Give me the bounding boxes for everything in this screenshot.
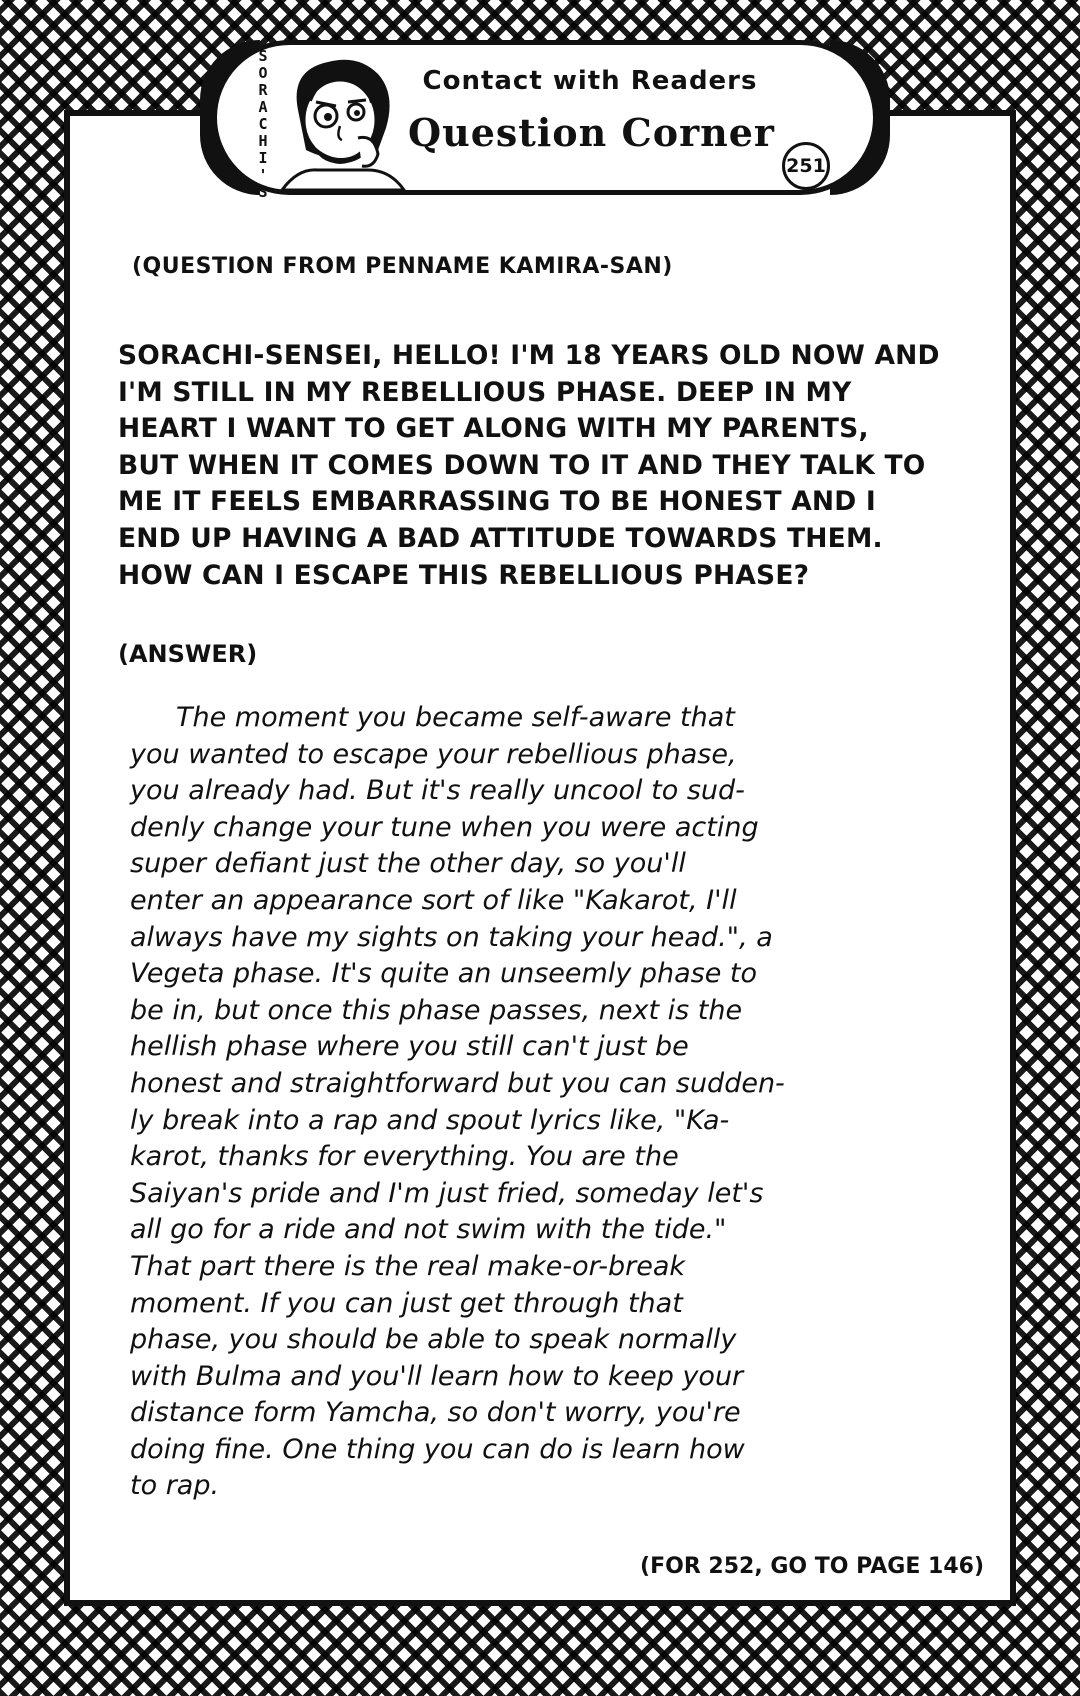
question-line: BUT WHEN IT COMES DOWN TO IT AND THEY TALK TO bbox=[118, 449, 926, 481]
answer-line: to rap. bbox=[130, 1470, 220, 1502]
answer-line: honest and straightforward but you can sudden- bbox=[130, 1067, 785, 1099]
answer-line: hellish phase where you still can't just be bbox=[130, 1031, 689, 1063]
answer-line: Saiyan's pride and I'm just fried, someday let's bbox=[130, 1177, 764, 1209]
question-line: HEART I WANT TO GET ALONG WITH MY PARENTS, bbox=[118, 413, 869, 445]
answer-line: ly break into a rap and spout lyrics like, "Ka- bbox=[130, 1104, 730, 1136]
vertical-author-tag: S O R A C H I ' S bbox=[258, 47, 268, 201]
answer-label: (ANSWER) bbox=[118, 640, 258, 668]
question-line: ME IT FEELS EMBARRASSING TO BE HONEST AND I bbox=[118, 486, 876, 518]
question-body bbox=[118, 338, 978, 594]
header-title: Question Corner bbox=[408, 110, 775, 155]
issue-number-badge: 251 bbox=[782, 142, 830, 190]
answer-line: denly change your tune when you were acting bbox=[130, 811, 759, 843]
answer-line: The moment you became self-aware that bbox=[176, 702, 735, 733]
footer-page-reference: (FOR 252, GO TO PAGE 146) bbox=[640, 1554, 984, 1579]
answer-line: you wanted to escape your rebellious phase, bbox=[130, 738, 737, 770]
answer-line: enter an appearance sort of like "Kakarot, I'll bbox=[130, 884, 737, 916]
answer-line: That part there is the real make-or-break bbox=[130, 1250, 686, 1282]
answer-line: always have my sights on taking your head.", a bbox=[130, 921, 773, 953]
answer-line: distance form Yamcha, so don't worry, you're bbox=[130, 1397, 741, 1429]
answer-line: Vegeta phase. It's quite an unseemly phase to bbox=[130, 958, 758, 990]
answer-line: moment. If you can just get through that bbox=[130, 1287, 683, 1319]
question-line: I'M STILL IN MY REBELLIOUS PHASE. DEEP IN MY bbox=[118, 376, 852, 408]
author-avatar-icon bbox=[278, 50, 406, 190]
answer-body bbox=[130, 700, 1000, 1505]
answer-line: be in, but once this phase passes, next is the bbox=[130, 994, 743, 1026]
question-line: HOW CAN I ESCAPE THIS REBELLIOUS PHASE? bbox=[118, 559, 810, 591]
header-subtitle: Contact with Readers bbox=[422, 66, 758, 96]
answer-line: karot, thanks for everything. You are the bbox=[130, 1141, 679, 1173]
answer-line: with Bulma and you'll learn how to keep your bbox=[130, 1360, 744, 1392]
answer-line: super defiant just the other day, so you'll bbox=[130, 848, 686, 880]
answer-line: doing fine. One thing you can do is learn how bbox=[130, 1433, 745, 1465]
question-line: SORACHI-SENSEI, HELLO! I'M 18 YEARS OLD NOW AND bbox=[118, 340, 940, 371]
answer-line: all go for a ride and not swim with the tide." bbox=[130, 1214, 727, 1246]
question-label: (QUESTION FROM PENNAME KAMIRA-SAN) bbox=[132, 254, 673, 279]
question-line: END UP HAVING A BAD ATTITUDE TOWARDS THEM. bbox=[118, 522, 883, 554]
answer-line: you already had. But it's really uncool to sud- bbox=[130, 775, 745, 807]
answer-line: phase, you should be able to speak normally bbox=[130, 1324, 737, 1356]
